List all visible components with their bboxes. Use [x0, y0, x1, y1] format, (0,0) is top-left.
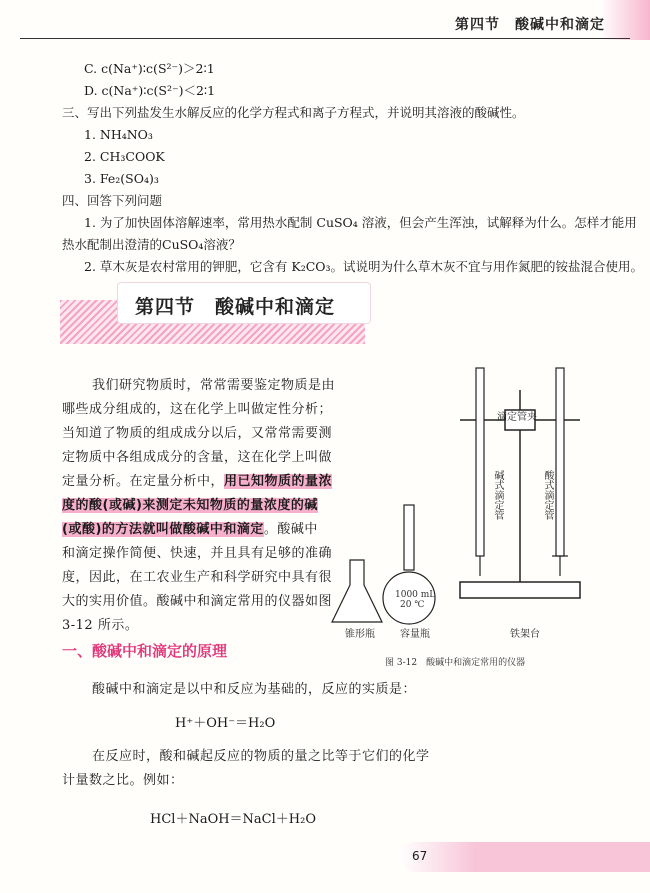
label-flask-mark: 1000 mL	[395, 590, 436, 600]
intro-line-3: 当知道了物质的组成成分以后，又常常需要测	[62, 426, 333, 441]
intro-line-1: 我们研究物质时，常常需要鉴定物质是由	[92, 378, 336, 393]
q3-item-2: 2. CH₃COOK	[84, 149, 165, 164]
header-accent	[600, 0, 650, 40]
definition-highlight-3: (或酸)的方法就叫做酸碱中和滴定	[62, 522, 264, 537]
q4-item-1b: 热水配制出澄清的CuSO₄溶液？	[62, 237, 241, 252]
section-1-p2-line-2: 计量数之比。例如：	[62, 773, 184, 788]
figure-caption: 图 3-12 酸碱中和滴定常用的仪器	[385, 658, 526, 668]
base-burette-icon	[476, 368, 484, 576]
intro-line-5-plain: 定量分析。在定量分析中，	[62, 474, 225, 489]
question-3-title: 三、写出下列盐发生水解反应的化学方程式和离子方程式，并说明其溶液的酸碱性。	[62, 105, 525, 120]
intro-line-7-plain: 。酸碱中	[263, 522, 318, 537]
running-header-title: 第四节 酸碱中和滴定	[455, 17, 605, 33]
label-erlenmeyer: 锥形瓶	[345, 629, 375, 640]
definition-highlight-1: 用已知物质的量浓	[224, 474, 333, 489]
label-acid-burette: 酸式滴定管	[542, 470, 553, 520]
label-base-burette: 碱式滴定管	[492, 470, 503, 520]
intro-line-2: 哪些成分组成的，这在化学上叫做定性分析；	[62, 402, 333, 417]
definition-highlight-2: 度的酸(或碱)来测定未知物质的量浓度的碱	[62, 498, 318, 513]
intro-line-7	[62, 518, 318, 542]
label-stand: 铁架台	[510, 629, 540, 640]
intro-line-6	[62, 494, 318, 518]
q4-item-1a: 1. 为了加快固体溶解速率，常用热水配制 CuSO₄ 溶液，但会产生浑浊，试解释为什么。怎样才能用	[84, 215, 637, 230]
section-1-p1: 酸碱中和滴定是以中和反应为基础的，反应的实质是：	[92, 682, 417, 697]
label-volumetric: 容量瓶	[400, 629, 430, 640]
q3-item-3: 3. Fe₂(SO₄)₃	[84, 171, 159, 186]
q4-item-2: 2. 草木灰是农村常用的钾肥，它含有 K₂CO₃。试说明为什么草木灰不宜与用作氮肥的铵盐混合使用。	[84, 259, 644, 274]
intro-line-10: 大的实用价值。酸碱中和滴定常用的仪器如图	[62, 594, 333, 609]
q3-item-1: 1. NH₄NO₃	[84, 127, 153, 142]
header-divider	[20, 38, 630, 39]
equation-2: HCl＋NaOH＝NaCl＋H₂O	[150, 812, 316, 827]
equation-1: H⁺＋OH⁻＝H₂O	[175, 716, 276, 731]
label-flask-temp: 20 ℃	[400, 600, 425, 610]
section-banner-title: 第四节 酸碱中和滴定	[135, 296, 336, 318]
option-c: C. c(Na⁺)∶c(S²⁻)＞2∶1	[84, 61, 215, 76]
intro-line-5	[62, 470, 332, 494]
intro-line-11: 3-12 所示。	[62, 618, 139, 633]
page-number-accent	[400, 842, 650, 872]
erlenmeyer-flask-icon	[332, 560, 382, 622]
section-1-p2-line-1: 在反应时，酸和碱起反应的物质的量之比等于它们的化学	[92, 749, 430, 764]
intro-line-8: 和滴定操作简便、快速，并且具有足够的准确	[62, 546, 333, 561]
page-number: 67	[412, 849, 428, 863]
option-d: D. c(Na⁺)∶c(S²⁻)＜2∶1	[84, 83, 216, 98]
intro-line-4: 定物质中各组成成分的含量，这在化学上叫做	[62, 450, 333, 465]
section-1-heading: 一、酸碱中和滴定的原理	[62, 642, 228, 660]
question-4-title: 四、回答下列问题	[62, 193, 163, 208]
titration-apparatus-figure	[330, 360, 630, 650]
intro-line-9: 度，因此，在工农业生产和科学研究中具有很	[62, 570, 333, 585]
label-clamp: 滴定管夹	[497, 412, 537, 423]
